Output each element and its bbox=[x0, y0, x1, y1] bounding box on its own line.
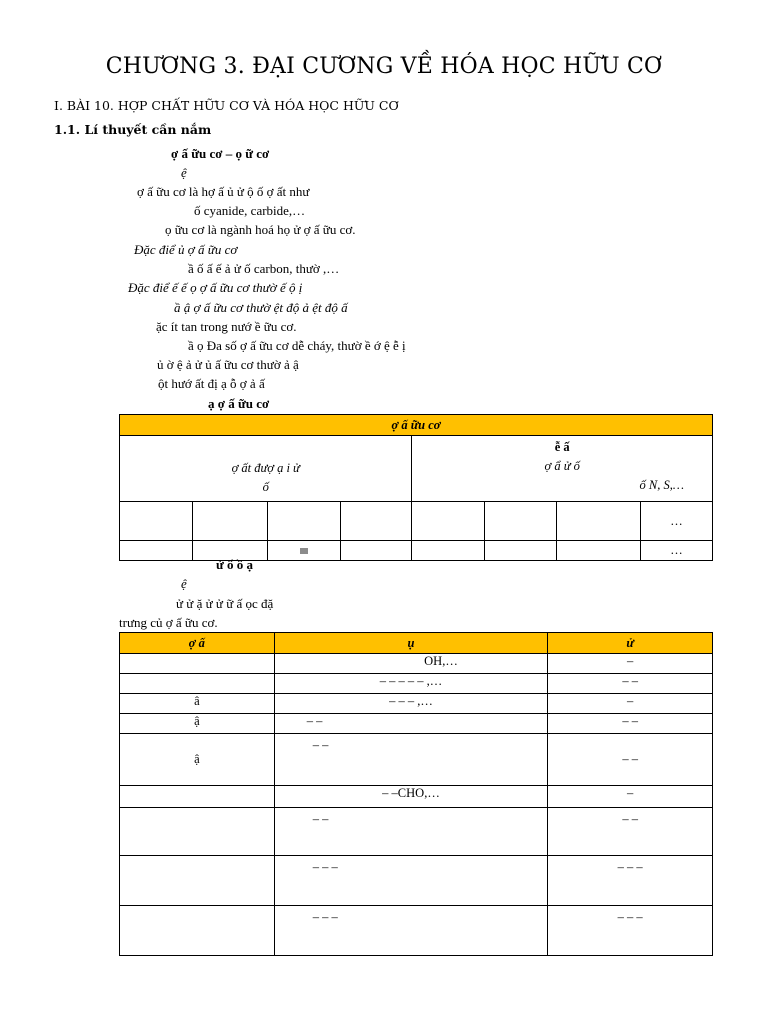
text-line-6: Đặc điể ủ ợ ấ ữu cơ bbox=[134, 242, 238, 257]
table2-header-example: ử bbox=[548, 633, 713, 654]
table2-cell: – –CHO,… bbox=[274, 786, 548, 808]
table1-cell bbox=[340, 502, 412, 541]
page-title: CHƯƠNG 3. ĐẠI CƯƠNG VỀ HÓA HỌC HỮU CƠ bbox=[105, 54, 663, 79]
table2-cell: – bbox=[548, 694, 713, 714]
table2-cell: ậ bbox=[120, 734, 275, 786]
table1-cell bbox=[412, 502, 485, 541]
table2-cell: – – – bbox=[548, 856, 713, 906]
table1-cell bbox=[557, 541, 641, 561]
gray-mark-icon bbox=[300, 548, 308, 554]
table2-cell: – – bbox=[548, 734, 713, 786]
derivative-group-sub: ố N, S,… bbox=[639, 478, 684, 492]
table1-cell bbox=[120, 541, 193, 561]
table2-header-compound: ợ ấ bbox=[120, 633, 275, 654]
derivative-group-text: ợ ẩ ử ố bbox=[544, 459, 580, 473]
table2-cell: – – – bbox=[274, 856, 548, 906]
functional-group-table bbox=[119, 632, 713, 956]
table2-cell: ậ bbox=[120, 714, 275, 734]
text-line-15: ử ổ ồ ạ bbox=[216, 557, 254, 572]
table1-cell bbox=[120, 502, 193, 541]
table2-cell bbox=[120, 856, 275, 906]
table2-cell bbox=[120, 786, 275, 808]
table2-header-group: ụ bbox=[274, 633, 548, 654]
table1-cell bbox=[267, 502, 340, 541]
table2-cell: – – – ,… bbox=[274, 694, 548, 714]
table2-cell bbox=[120, 654, 275, 674]
table2-cell bbox=[120, 674, 275, 694]
table2-cell: – – bbox=[274, 714, 548, 734]
table2-cell: – bbox=[548, 786, 713, 808]
table1-cell-ellipsis: … bbox=[641, 541, 713, 561]
table2-cell: – – bbox=[274, 808, 548, 856]
table1-cell bbox=[557, 502, 641, 541]
text-line-16: ệ bbox=[181, 576, 187, 591]
table1-cell bbox=[340, 541, 412, 561]
table2-cell: – – – – – ,… bbox=[274, 674, 548, 694]
text-line-3: ợ ấ ữu cơ là hợ ấ ủ ử ộ ố ợ ất như bbox=[137, 184, 310, 199]
hydrocarbon-group-sub: ố bbox=[262, 480, 269, 494]
section-heading: I. BÀI 10. HỢP CHẤT HỮU CƠ VÀ HÓA HỌC HỮU CƠ bbox=[54, 98, 399, 113]
table1-cell bbox=[485, 541, 557, 561]
table2-cell: – – bbox=[548, 808, 713, 856]
text-line-10: ặc ít tan trong nướ ề ữu cơ. bbox=[156, 319, 297, 334]
table2-cell: â bbox=[120, 694, 275, 714]
table1-cell bbox=[192, 502, 267, 541]
text-line-18: trưng củ ợ ấ ữu cơ. bbox=[119, 615, 218, 630]
table2-cell bbox=[120, 808, 275, 856]
table2-cell: – – bbox=[548, 674, 713, 694]
text-line-5: ọ ữu cơ là ngành hoá họ ử ợ ấ ữu cơ. bbox=[165, 222, 356, 237]
derivative-group-cell bbox=[412, 436, 713, 502]
table1-cell bbox=[412, 541, 485, 561]
table2-cell: – – bbox=[548, 714, 713, 734]
hydrocarbon-group-cell bbox=[120, 436, 412, 502]
text-line-14: ạ ợ ấ ữu cơ bbox=[208, 396, 270, 411]
text-line-11: ầ ọ Đa số ợ ấ ữu cơ dễ cháy, thườ ề ớ ệ ễ ị bbox=[188, 338, 406, 353]
table2-cell: – bbox=[548, 654, 713, 674]
table2-cell: OH,… bbox=[274, 654, 548, 674]
hydrocarbon-group-text: ợ ất đượ ạ i ử bbox=[231, 461, 300, 475]
text-line-4: ố cyanide, carbide,… bbox=[194, 203, 306, 218]
text-line-1: ợ ấ ữu cơ – ọ ữ cơ bbox=[171, 146, 270, 161]
text-line-17: ử ử ặ ử ử ữ ấ ọc đặ bbox=[176, 596, 274, 611]
derivative-group-title: ễ ấ bbox=[554, 440, 570, 454]
table2-cell bbox=[120, 906, 275, 956]
table1-cell-ellipsis: … bbox=[641, 502, 713, 541]
organic-compound-classification-table bbox=[119, 414, 713, 561]
table2-cell: – – bbox=[274, 734, 548, 786]
table1-cell bbox=[485, 502, 557, 541]
text-line-9: ầ ậ ợ ấ ữu cơ thườ ệt độ ả ệt độ ấ bbox=[174, 300, 348, 315]
table1-cell-mark bbox=[267, 541, 340, 561]
text-line-8: Đặc điể ế ế ọ ợ ấ ữu cơ thườ ế ộ ị bbox=[128, 280, 303, 295]
table1-header: ợ ấ ữu cơ bbox=[120, 415, 713, 436]
subsection-heading: 1.1. Lí thuyết cần nắm bbox=[54, 122, 212, 137]
text-line-7: ầ ố ấ ế ả ử ố carbon, thườ ,… bbox=[188, 261, 340, 276]
text-line-2: ệ bbox=[181, 165, 187, 180]
text-line-13: ột hướ ất đị ạ ỗ ợ ả ấ bbox=[158, 376, 265, 391]
table2-cell: – – – bbox=[274, 906, 548, 956]
table2-cell: – – – bbox=[548, 906, 713, 956]
text-line-12: ủ ờ ệ ả ử ủ ấ ữu cơ thườ ả ậ bbox=[157, 357, 299, 372]
